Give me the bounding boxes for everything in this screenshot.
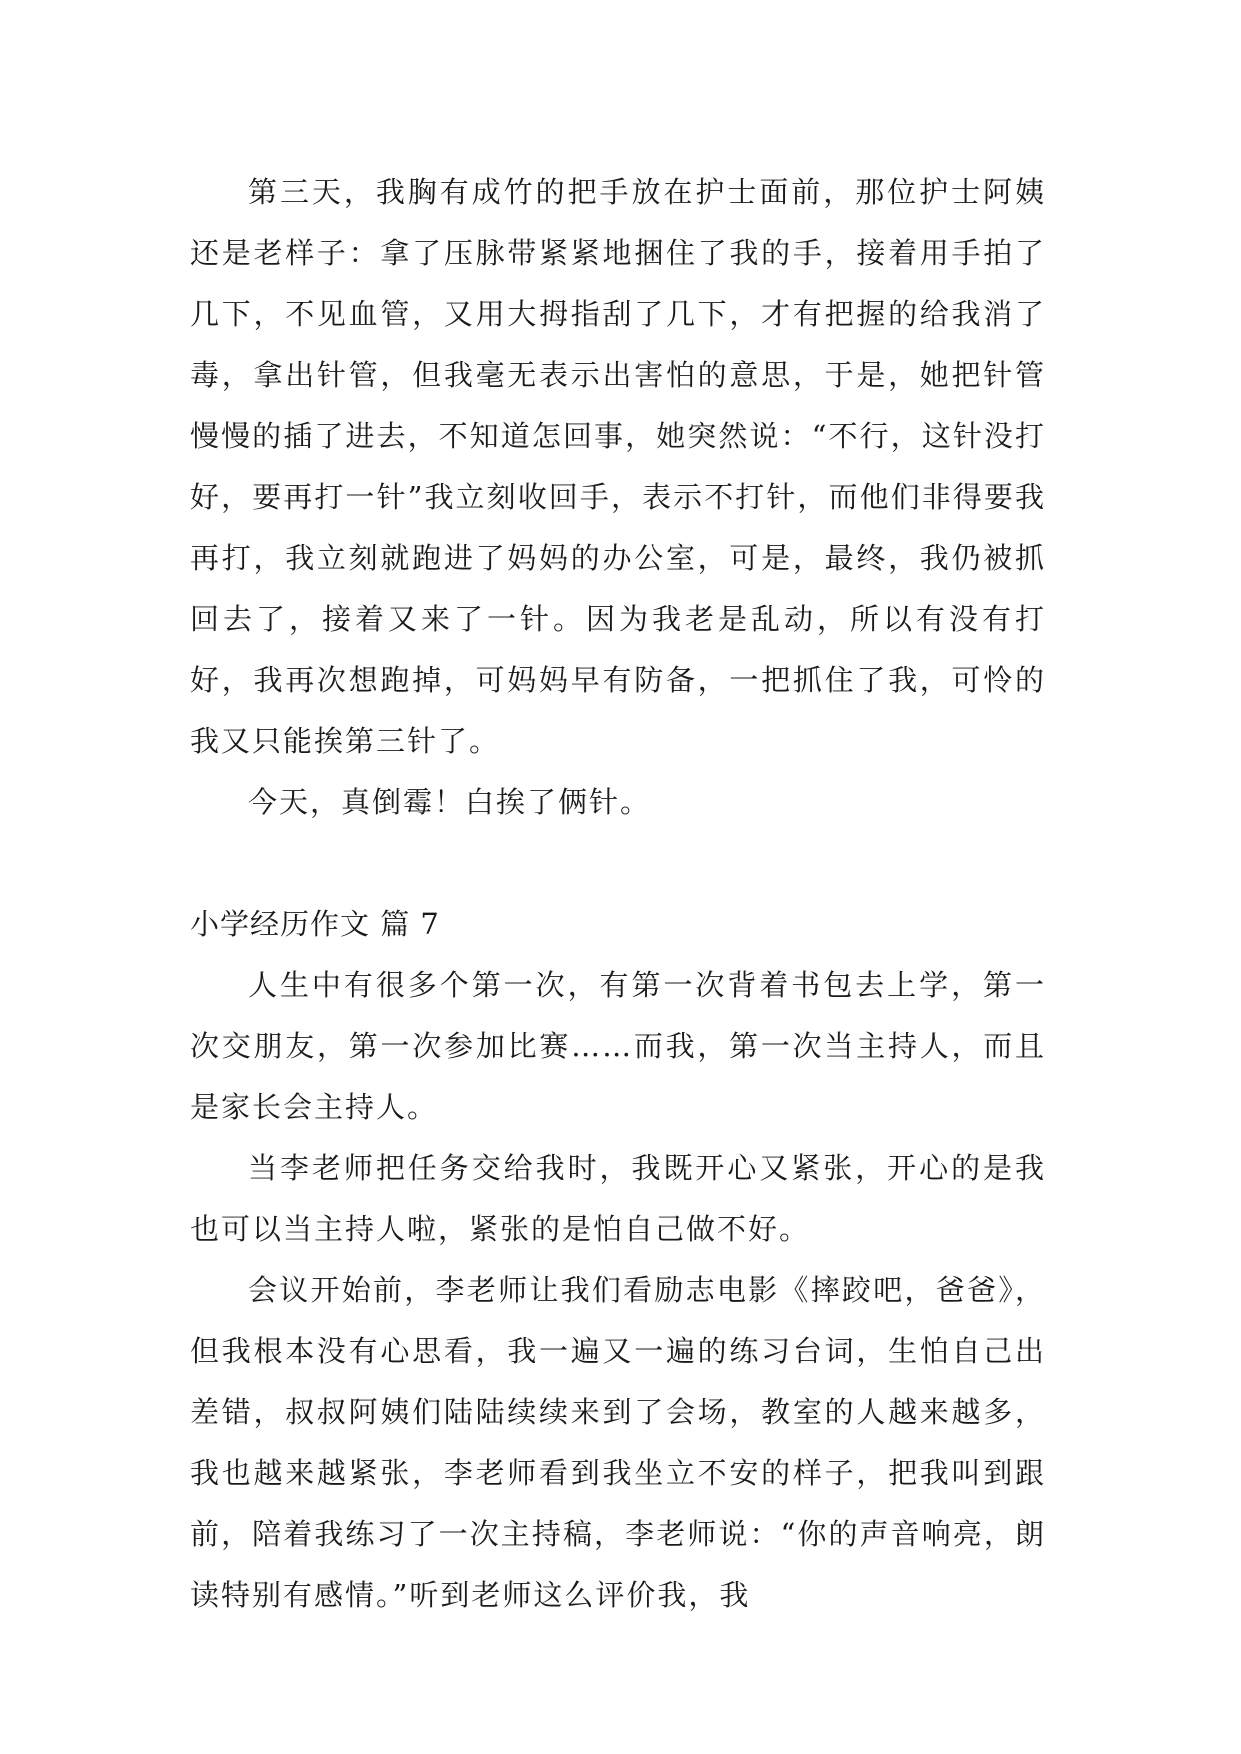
paragraph: 当李老师把任务交给我时，我既开心又紧张，开心的是我也可以当主持人啦，紧张的是怕自己做不好。	[190, 1151, 1046, 1246]
section-spacer	[190, 833, 1046, 894]
document-body	[190, 162, 1046, 1626]
paragraph: 人生中有很多个第一次，有第一次背着书包去上学，第一次交朋友，第一次参加比赛……而我，第一次当主持人，而且是家长会主持人。	[190, 968, 1046, 1124]
paragraph: 第三天，我胸有成竹的把手放在护士面前，那位护士阿姨还是老样子：拿了压脉带紧紧地捆住了我的手，接着用手拍了几下，不见血管，又用大拇指刮了几下，才有把握的给我消了毒，拿出针管，但我毫无表示出害怕的意思，于是，她把针管慢慢的插了进去，不知道怎回事，她突然说：“不行，这针没打好，要再打一针”我立刻收回手，表示不打针，而他们非得要我再打，我立刻就跑进了妈妈的办公室，可是，最终，我仍被抓回去了，接着又来了一针。因为我老是乱动，所以有没有打好，我再次想跑掉，可妈妈早有防备，一把抓住了我，可怜的我又只能挨第三针了。	[190, 175, 1046, 758]
paragraph: 今天，真倒霉！白挨了俩针。	[248, 785, 652, 819]
paragraph: 会议开始前，李老师让我们看励志电影《摔跤吧，爸爸》，但我根本没有心思看，我一遍又一遍的练习台词，生怕自己出差错，叔叔阿姨们陆陆续续来到了会场，教室的人越来越多，我也越来越紧张，李老师看到我坐立不安的样子，把我叫到跟前，陪着我练习了一次主持稿，李老师说：“你的声音响亮，朗读特别有感情。”听到老师这么评价我，我	[190, 1273, 1046, 1612]
section-heading: 小学经历作文 篇 7	[190, 907, 440, 941]
